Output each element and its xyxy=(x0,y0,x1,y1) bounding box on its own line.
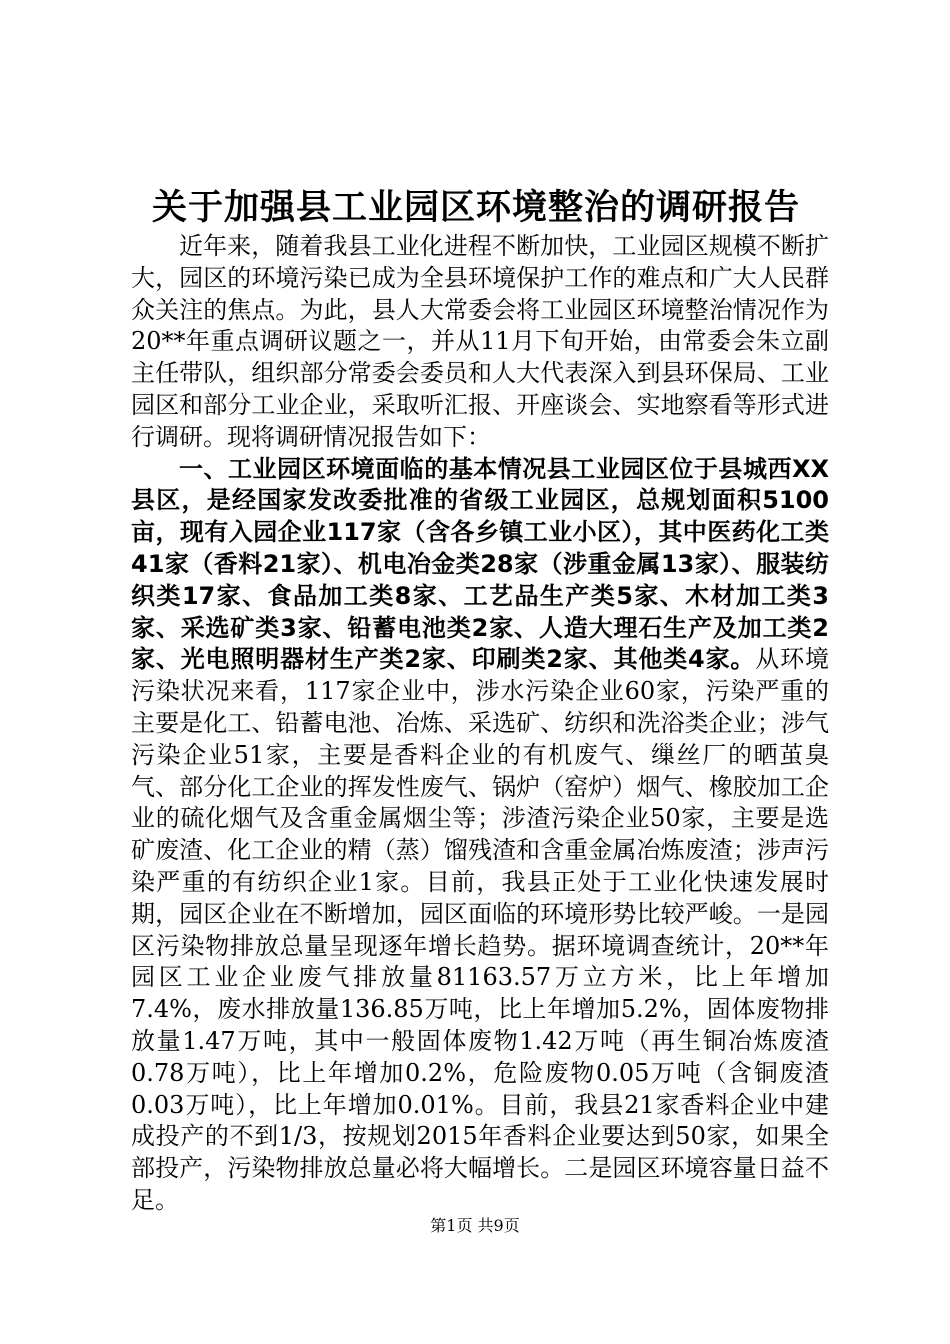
intro-paragraph: 近年来，随着我县工业化进程不断加快，工业园区规模不断扩大，园区的环境污染已成为全县环境保护工作的难点和广大人民群众关注的焦点。为此，县人大常委会将工业园区环境整治情况作为20**年重点调研议题之一，并从11月下旬开始，由常委会朱立副主任带队，组织部分常委会委员和人大代表深入到县环保局、工业园区和部分工业企业，采取听汇报、开座谈会、实地察看等形式进行调研。现将调研情况报告如下： xyxy=(131,232,829,451)
document-body xyxy=(131,231,829,1217)
section-one-body-text: 从环境污染状况来看，117家企业中，涉水污染企业60家，污染严重的主要是化工、铅蓄电池、冶炼、采选矿、纺织和洗浴类企业；涉气污染企业51家，主要是香料企业的有机废气、缫丝厂的晒茧臭气、部分化工企业的挥发性废气、锅炉（窑炉）烟气、橡胶加工企业的硫化烟气及含重金属烟尘等；涉渣污染企业50家，主要是选矿废渣、化工企业的精（蒸）馏残渣和含重金属冶炼废渣；涉声污染严重的有纺织企业1家。目前，我县正处于工业化快速发展时期，园区企业在不断增加，园区面临的环境形势比较严峻。一是园区污染物排放总量呈现逐年增长趋势。据环境调查统计，20**年园区工业企业废气排放量81163.57万立方米，比上年增加7.4%，废水排放量136.85万吨，比上年增加5.2%，固体废物排放量1.47万吨，其中一般固体废物1.42万吨（再生铜冶炼废渣0.78万吨），比上年增加0.2%，危险废物0.05万吨（含铜废渣0.03万吨），比上年增加0.01%。目前，我县21家香料企业中建成投产的不到1/3，按规划2015年香料企业要达到50家，如果全部投产，污染物排放总量必将大幅增长。二是园区环境容量日益不足。 xyxy=(131,645,829,1214)
section-one-heading-text: 一、工业园区环境面临的基本情况县工业园区位于县城西XX县区，是经国家发改委批准的省级工业园区，总规划面积5100亩，现有入园企业117家（含各乡镇工业小区），其中医药化工类41家（香料21家）、机电冶金类28家（涉重金属13家）、服装纺织类17家、食品加工类8家、工艺品生产类5家、木材加工类3家、采选矿类3家、铅蓄电池类2家、人造大理石生产及加工类2家、光电照明器材生产类2家、印刷类2家、其他类4家。 xyxy=(131,454,829,674)
document-title: 关于加强县工业园区环境整治的调研报告 xyxy=(151,187,800,228)
page-number-footer: 第1页 共9页 xyxy=(430,1216,520,1235)
section-one-paragraph xyxy=(131,454,829,1217)
